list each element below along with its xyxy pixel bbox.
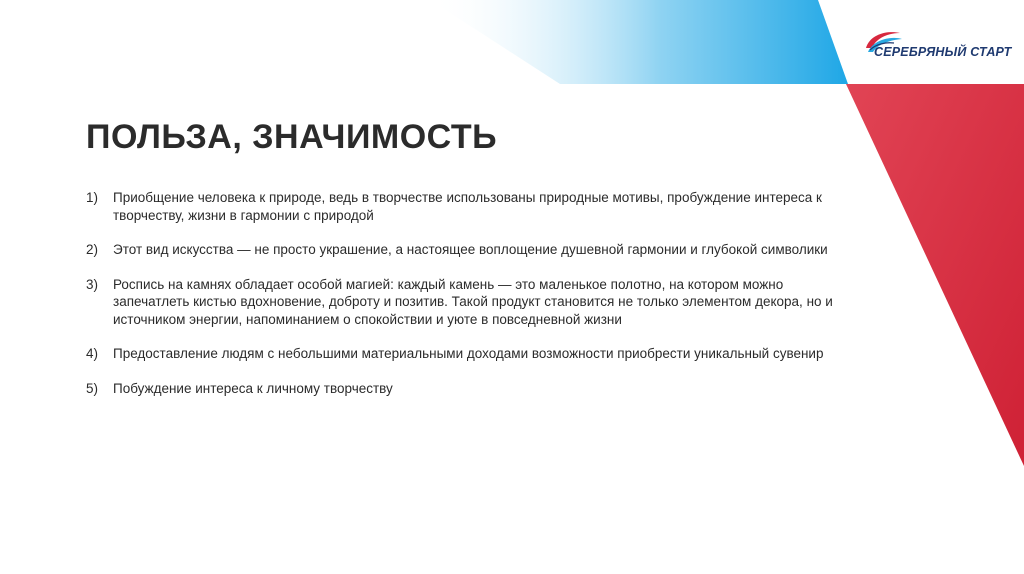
logo-text: СЕРЕБРЯНЫЙ СТАРТ [874, 45, 1012, 59]
slide-title: ПОЛЬЗА, ЗНАЧИМОСТЬ [86, 118, 498, 156]
list-item-text: Роспись на камнях обладает особой магией: каждый камень — это маленькое полотно, на котором можно запечатлеть кистью вдохновение, доброту и позитив. Такой продукт становится не только элементом декора, но и источником энергии, напоминанием о спокойствии и уюте в повседневной жизни [113, 276, 833, 327]
list-item [86, 380, 846, 398]
red-banner-shape [846, 84, 1024, 466]
list-item-text: Побуждение интереса к личному творчеству [113, 380, 393, 396]
list-item [86, 276, 846, 329]
list-item-number: 2) [86, 242, 99, 257]
list-item-text: Приобщение человека к природе, ведь в творчестве использованы природные мотивы, пробуждение интереса к творчеству, жизни в гармонии с природой [113, 190, 822, 223]
list-item-number: 3) [86, 276, 99, 292]
list-item [86, 241, 846, 259]
benefits-list [86, 189, 846, 414]
list-item-number: 4) [86, 346, 99, 361]
blue-banner-shape [430, 0, 848, 84]
list-item-number: 1) [86, 190, 99, 205]
list-item-number: 5) [86, 380, 99, 396]
list-item [86, 345, 846, 363]
logo [862, 30, 1012, 70]
list-item [86, 189, 846, 224]
list-item-text: Предоставление людям с небольшими материальными доходами возможности приобрести уникальный сувенир [113, 346, 824, 361]
list-item-text: Этот вид искусства — не просто украшение, а настоящее воплощение душевной гармонии и глубокой символики [113, 242, 828, 257]
